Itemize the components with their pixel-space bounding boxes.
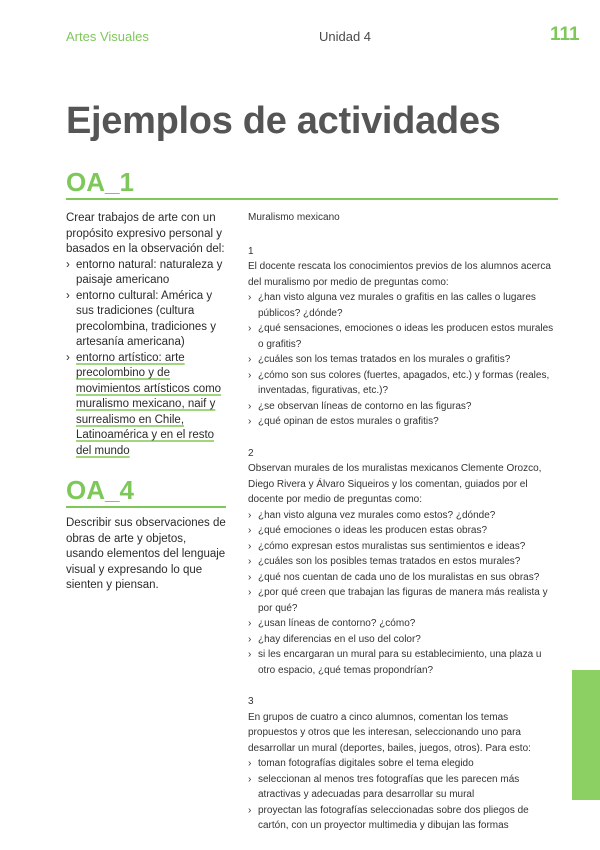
activity-intro: Observan murales de los muralistas mexicanos Clemente Orozco, Diego Rivera y Álvaro Siqueiros y los comentan, guiados por el docente por medio de preguntas como: bbox=[248, 463, 542, 505]
activity-number: 2 bbox=[248, 447, 254, 459]
oa1-item bbox=[66, 258, 226, 289]
activity-item: › ¿por qué creen que trabajan las figuras de manera más realista y por qué? bbox=[248, 587, 548, 614]
bullet-icon: › bbox=[248, 416, 252, 427]
bullet-icon: › bbox=[248, 587, 252, 598]
activity-item: › ¿hay diferencias en el uso del color? bbox=[248, 632, 554, 648]
activity-item: › si les encargaran un mural para su establecimiento, una plaza u otro espacio, ¿qué temas propondrían? bbox=[248, 649, 542, 676]
activity-block bbox=[248, 244, 554, 430]
bullet-icon: › bbox=[66, 289, 70, 302]
oa1-heading: OA_1 bbox=[66, 167, 134, 197]
activity-item: › ¿han visto alguna vez murales o grafitis en las calles o lugares públicos? ¿dónde? bbox=[248, 292, 536, 319]
oa4-rule bbox=[66, 506, 226, 508]
activity-item: › ¿cuáles son los temas tratados en los murales o grafitis? bbox=[248, 352, 554, 368]
oa1-list bbox=[66, 258, 226, 460]
oa1-rule bbox=[66, 198, 558, 200]
activity-item: › toman fotografías digitales sobre el tema elegido bbox=[248, 756, 554, 772]
activity-list bbox=[248, 756, 554, 834]
activity-item: › ¿cómo expresan estos muralistas sus sentimientos e ideas? bbox=[248, 539, 554, 555]
bullet-icon: › bbox=[66, 351, 70, 364]
bullet-icon: › bbox=[248, 292, 252, 303]
bullet-icon: › bbox=[248, 633, 252, 645]
bullet-icon: › bbox=[248, 323, 252, 334]
activity-number: 3 bbox=[248, 696, 254, 707]
activities-section-title: Muralismo mexicano bbox=[248, 212, 340, 223]
activity-block bbox=[248, 694, 554, 834]
bullet-icon: › bbox=[248, 540, 252, 552]
bullet-icon: › bbox=[248, 571, 252, 583]
activity-item: › ¿usan líneas de contorno? ¿cómo? bbox=[248, 616, 554, 632]
activity-number: 1 bbox=[248, 245, 254, 257]
oa1-objective bbox=[66, 211, 226, 459]
bullet-icon: › bbox=[248, 804, 252, 816]
bullet-icon: › bbox=[248, 369, 252, 381]
activity-block bbox=[248, 446, 554, 679]
activity-list bbox=[248, 508, 554, 679]
bullet-icon: › bbox=[66, 258, 70, 271]
header-subject: Artes Visuales bbox=[66, 29, 149, 44]
bullet-icon: › bbox=[248, 556, 252, 567]
activities-column bbox=[248, 210, 554, 850]
bullet-icon: › bbox=[248, 758, 252, 769]
page-number: 111 bbox=[550, 24, 580, 45]
activity-item: › seleccionan al menos tres fotografías que les parecen más atractivas y adecuadas para desarrollar su mural bbox=[248, 773, 520, 800]
oa1-item-text: entorno natural: naturaleza y paisaje americano bbox=[76, 258, 223, 286]
oa1-item-text: entorno artístico: arte precolombino y de movimientos artísticos como muralismo mexicano, naif y surrealismo en Chile, Latinoamérica y en el resto del mundo bbox=[76, 351, 222, 457]
activity-item: › ¿han visto alguna vez murales como estos? ¿dónde? bbox=[248, 508, 554, 524]
activity-item: › ¿qué opinan de estos murales o grafitis? bbox=[248, 414, 554, 430]
oa4-objective: Describir sus observaciones de obras de arte y objetos, usando elementos del lenguaje visual y expresando lo que sienten y piensan. bbox=[66, 517, 226, 591]
oa1-item-highlighted bbox=[66, 351, 226, 460]
oa1-intro: Crear trabajos de arte con un propósito expresivo personal y basados en la observación del: bbox=[66, 212, 225, 255]
oa1-item bbox=[66, 289, 226, 351]
activity-item: › ¿se observan líneas de contorno en las figuras? bbox=[248, 399, 554, 415]
activity-item: › ¿qué sensaciones, emociones o ideas les producen estos murales o grafitis? bbox=[248, 323, 554, 350]
page-title: Ejemplos de actividades bbox=[66, 100, 501, 142]
bullet-icon: › bbox=[248, 525, 252, 536]
activity-item: › ¿qué emociones o ideas les producen estas obras? bbox=[248, 523, 554, 539]
bullet-icon: › bbox=[248, 649, 252, 660]
side-tab bbox=[572, 670, 600, 800]
activity-item: › ¿cómo son sus colores (fuertes, apagados, etc.) y formas (reales, inventadas, figurativas, etc.)? bbox=[248, 369, 550, 396]
activity-item: › ¿qué nos cuentan de cada uno de los muralistas en sus obras? bbox=[248, 570, 554, 586]
oa4-heading: OA_4 bbox=[66, 475, 134, 505]
bullet-icon: › bbox=[248, 400, 252, 412]
oa1-item-text: entorno cultural: América y sus tradiciones (cultura precolombina, tradiciones y artesanía americana) bbox=[76, 289, 216, 348]
activity-list bbox=[248, 290, 554, 430]
bullet-icon: › bbox=[248, 618, 252, 629]
activity-item: › ¿cuáles son los posibles temas tratados en estos murales? bbox=[248, 554, 554, 570]
activity-item: › proyectan las fotografías seleccionadas sobre dos pliegos de cartón, con un proyector multimedia y dibujan las formas bbox=[248, 804, 529, 831]
header-unit: Unidad 4 bbox=[319, 29, 372, 44]
activity-intro: El docente rescata los conocimientos previos de los alumnos acerca del muralismo por medio de preguntas como: bbox=[248, 261, 551, 288]
bullet-icon: › bbox=[248, 354, 252, 365]
bullet-icon: › bbox=[248, 509, 252, 521]
activity-intro: En grupos de cuatro a cinco alumnos, comentan los temas propuestos y otros que les interesan, seleccionando uno para desarrollar un mural (deportes, bailes, juegos, otros). Para esto: bbox=[248, 711, 531, 754]
bullet-icon: › bbox=[248, 773, 252, 785]
